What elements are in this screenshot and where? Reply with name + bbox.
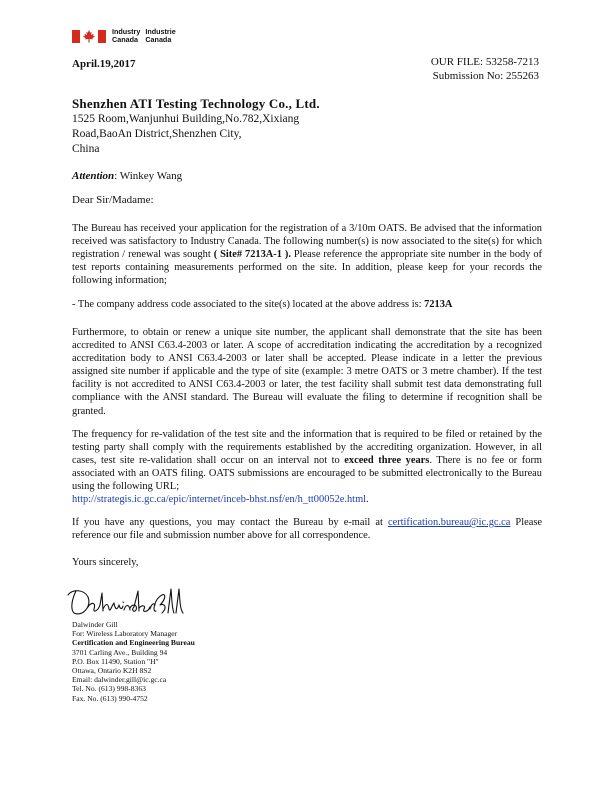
signer-email: Email: dalwinder.gill@ic.gc.ca xyxy=(72,675,167,685)
attention-name: : Winkey Wang xyxy=(114,170,183,182)
industry-canada-logo xyxy=(72,28,176,44)
attention-label: Attention xyxy=(72,170,115,182)
bureau-email-link[interactable]: certification.bureau@ic.gc.ca xyxy=(387,517,511,528)
salutation: Dear Sir/Madame: xyxy=(72,194,154,206)
our-file-number: OUR FILE: 53258-7213 xyxy=(430,56,539,68)
signature-block xyxy=(72,620,195,703)
handwritten-signature xyxy=(62,583,188,619)
recipient-company: Shenzhen ATI Testing Technology Co., Ltd. xyxy=(72,96,320,111)
paragraph-accreditation: Furthermore, to obtain or renew a unique site number, the applicant shall demonstrate that the site has been accredited to ANSI C63.4-2003 or later. A scope of accreditation indicating the accreditation by a recognized accreditation body to ANSI C63.4-2003 or later shall be accepted. Please indicate in a letter the previous assigned site number if applicable and the type of site (example: 3 metre OATS or 3 metre chamber). If the test facility is not accredited to ANSI C63.4-2003 or later, the test facility shall submit test data demonstrating full compliance with the ANSI standard. The Bureau will evaluate the filing to determine if recognition shall be granted. xyxy=(72,327,542,417)
submission-url-link[interactable]: http://strategis.ic.gc.ca/epic/internet/inceb-bhst.nsf/en/h_tt00052e.html xyxy=(72,494,367,506)
attention-line xyxy=(72,170,182,182)
paragraph-contact: If you have any questions, you may contact the Bureau by e-mail at certification.bureau@ic.gc.ca Please reference our file and submission number above for all correspondence. xyxy=(72,517,542,542)
signer-organization: Certification and Engineering Bureau xyxy=(72,638,195,648)
signer-city: Ottawa, Ontario K2H 8S2 xyxy=(72,666,152,676)
revalidation-interval: exceed three years xyxy=(344,455,430,467)
submission-number: Submission No: 255263 xyxy=(432,70,539,82)
signer-name: Dalwinder Gill xyxy=(72,620,118,629)
signer-street: 3701 Carling Ave., Building 94 xyxy=(72,647,168,657)
signer-fax: Fax. No. (613) 990-4752 xyxy=(72,693,148,703)
paragraph-registration: The Bureau has received your application for the registration of a 3/10m OATS. Be advised that the information received was satisfactory to Industry Canada. The following number(s) is now associated to the site(s) for which registration / renewal was sought ( Site# 7213A-1 ). Please reference the appropriate site number in the body of test reports containing measurements performed on the site. In addition, please keep for your records the following information; xyxy=(72,223,543,287)
canada-flag-icon xyxy=(72,30,106,43)
paragraph-revalidation: The frequency for re-validation of the test site and the information that is required to be filed or retained by the testing party shall comply with the requirements established by the accrediting organization. However, in all cases, test site re-validation shall occur on an interval not to exceed three years. There is no fee or form associated with an OATS filing. OATS submissions are encouraged to be submitted electronically to the Bureau using the following URL; http://strategis.ic.gc.ca/epic/internet/inceb-bhst.nsf/en/h_tt00052e.html. xyxy=(72,429,542,506)
signer-pobox: P.O. Box 11490, Station "H" xyxy=(72,656,159,666)
file-reference xyxy=(431,55,539,83)
closing: Yours sincerely, xyxy=(72,557,139,568)
address-line: China xyxy=(72,143,100,155)
department-wordmark: Industry Industrie Canada Canada xyxy=(112,27,176,44)
paragraph-address-code: - The company address code associated to the site(s) located at the above address is: 7213A xyxy=(72,299,453,310)
recipient-address xyxy=(72,112,372,157)
address-line: Road,BaoAn District,Shenzhen City, xyxy=(72,128,242,140)
signer-role: For: Wireless Laboratory Manager xyxy=(72,629,178,639)
address-code: 7213A xyxy=(424,299,453,310)
letter-date: April.19,2017 xyxy=(72,58,136,70)
address-line: 1525 Room,Wanjunhui Building,No.782,Xixiang xyxy=(72,113,300,125)
signer-tel: Tel. No. (613) 998-8363 xyxy=(72,684,146,694)
site-number: ( Site# 7213A-1 ). xyxy=(213,249,291,261)
